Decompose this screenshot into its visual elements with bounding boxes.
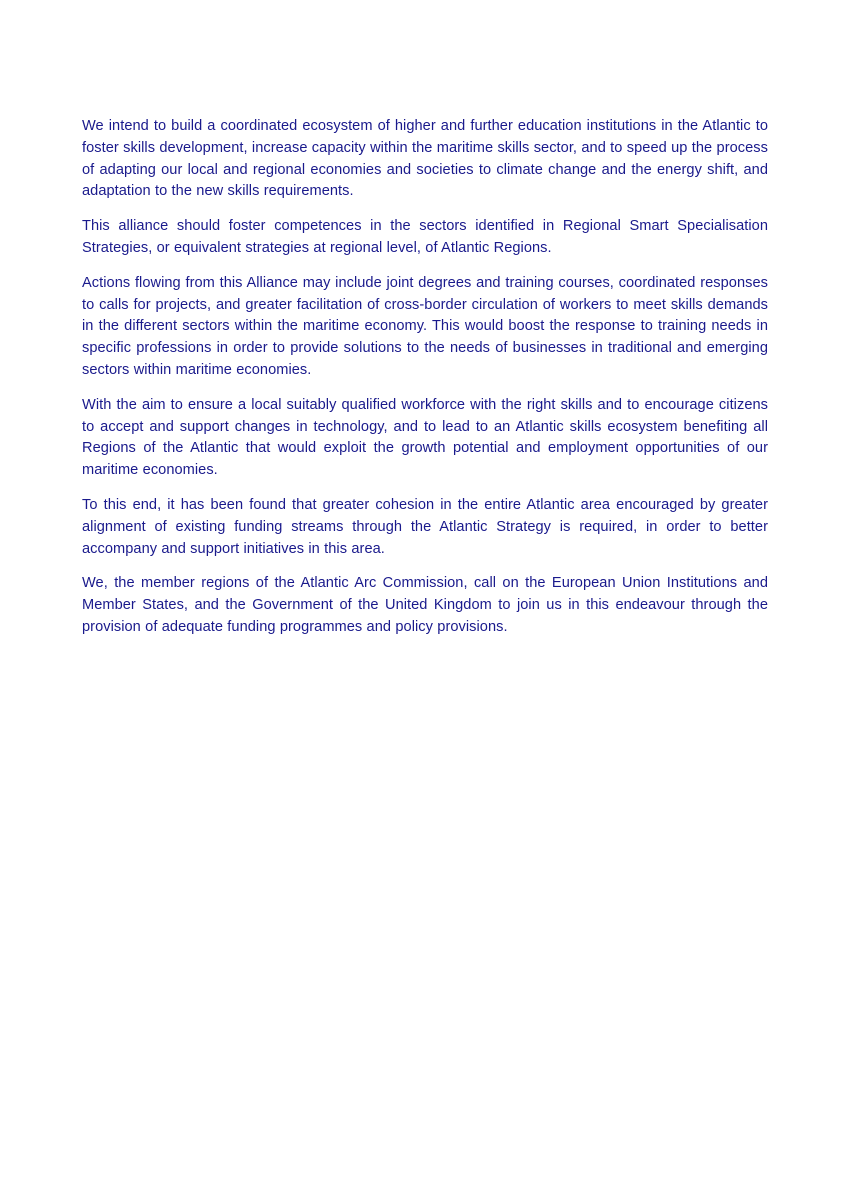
paragraph-ecosystem: We intend to build a coordinated ecosystem of higher and further education institutions in the Atlantic to foster skills development, increase capacity within the maritime skills sector, and to speed up the process of adapting our local and regional economies and societies to climate change and the energy shift, and adaptation to the new skills requirements. <box>82 118 768 200</box>
paragraph-cohesion: To this end, it has been found that greater cohesion in the entire Atlantic area encouraged by greater alignment of existing funding streams through the Atlantic Strategy is required, in order to better accompany and support initiatives in this area. <box>82 496 768 557</box>
paragraph-actions: Actions flowing from this Alliance may include joint degrees and training courses, coordinated responses to calls for projects, and greater facilitation of cross-border circulation of workers to meet skills demands in the different sectors within the maritime economy. This would boost the response to training needs in specific professions in order to provide solutions to the needs of businesses in traditional and emerging sectors within maritime economies. <box>82 274 768 378</box>
paragraph-call-to-action: We, the member regions of the Atlantic Arc Commission, call on the European Union Institutions and Member States, and the Government of the United Kingdom to join us in this endeavour through the provision of adequate funding programmes and policy provisions. <box>82 575 768 635</box>
paragraph-alliance-competences: This alliance should foster competences in the sectors identified in Regional Smart Specialisation Strategies, or equivalent strategies at regional level, of Atlantic Regions. <box>82 218 768 256</box>
paragraph-workforce-aim: With the aim to ensure a local suitably qualified workforce with the right skills and to encourage citizens to accept and support changes in technology, and to lead to an Atlantic skills ecosystem benefiting all Regions of the Atlantic that would exploit the growth potential and employment opportunities of our maritime economies. <box>82 396 768 479</box>
document-body <box>82 116 768 652</box>
